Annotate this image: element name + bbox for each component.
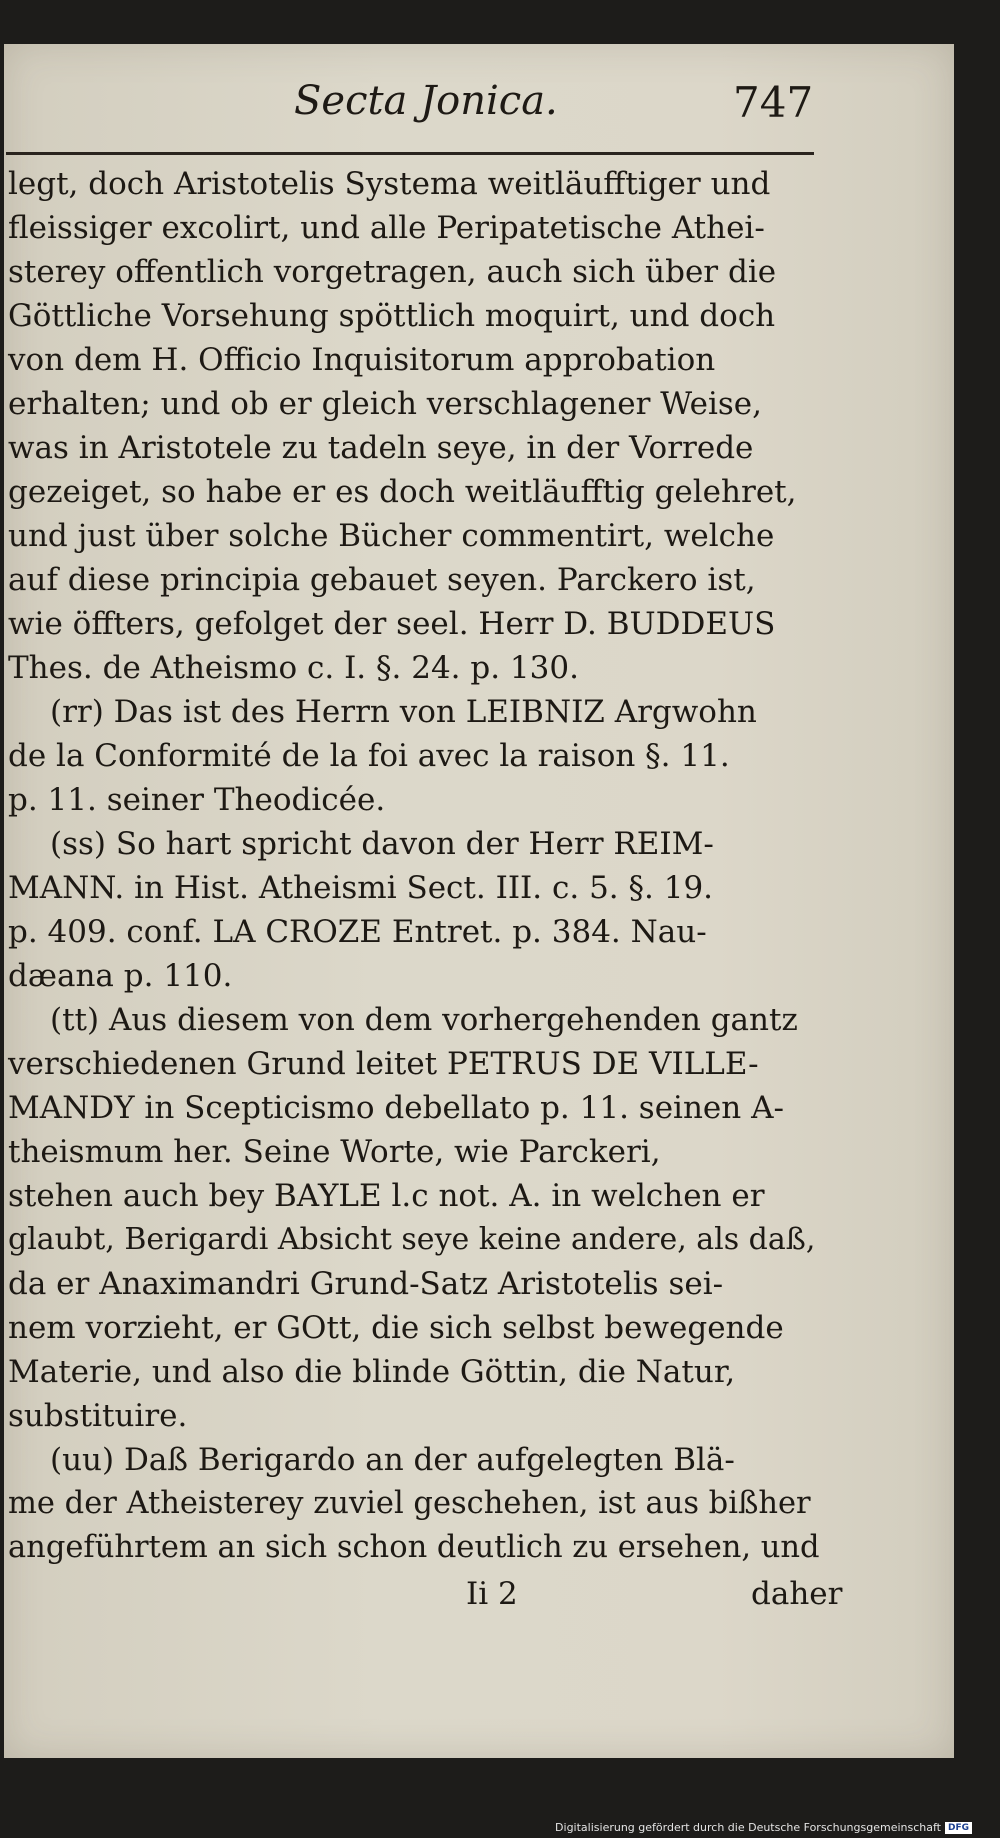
text-line: me der Atheisterey zuviel geschehen, ist aus bißher	[8, 1486, 811, 1521]
text-line: sterey offentlich vorgetragen, auch sich über die	[8, 254, 777, 290]
page-header	[6, 78, 814, 148]
text-line: legt, doch Aristotelis Systema weitläufftiger und	[8, 166, 771, 202]
credit-text: Digitalisierung gefördert durch die Deutsche Forschungsgemeinschaft	[555, 1821, 941, 1834]
text-line: MANDY in Scepticismo debellato p. 11. seinen A-	[8, 1090, 784, 1126]
text-line: theismum her. Seine Worte, wie Parckeri,	[8, 1134, 661, 1170]
footnote-tt: (tt) Aus diesem von dem vorhergehenden gantz	[50, 1002, 798, 1038]
footnote-uu: (uu) Daß Berigardo an der aufgelegten Blä-	[50, 1442, 735, 1478]
text-line: substituire.	[8, 1398, 188, 1434]
header-rule	[6, 152, 814, 155]
text-line: angeführtem an sich schon deutlich zu ersehen, und	[8, 1530, 820, 1565]
text-line: da er Anaximandri Grund-Satz Aristotelis sei-	[8, 1266, 724, 1302]
text-line: p. 11. seiner Theodicée.	[8, 782, 386, 818]
text-line: Göttliche Vorsehung spöttlich moquirt, und doch	[8, 298, 776, 334]
signature-mark: Ii 2	[466, 1576, 518, 1612]
text-line: gezeiget, so habe er es doch weitläufftig gelehret,	[8, 474, 797, 510]
text-line: erhalten; und ob er gleich verschlagener Weise,	[8, 386, 762, 422]
text-line: dæana p. 110.	[8, 958, 233, 994]
digitization-credit	[555, 1821, 972, 1834]
text-line: verschiedenen Grund leitet PETRUS DE VILLE-	[8, 1046, 759, 1082]
body-text	[8, 162, 838, 1570]
footnote-ss: (ss) So hart spricht davon der Herr REIM-	[50, 826, 714, 862]
text-line: stehen auch bey BAYLE l.c not. A. in welchen er	[8, 1178, 765, 1214]
text-line: und just über solche Bücher commentirt, welche	[8, 518, 775, 554]
page-number: 747	[733, 78, 814, 127]
page-footer	[8, 1572, 843, 1616]
text-line: Materie, und also die blinde Göttin, die Natur,	[8, 1354, 736, 1390]
text-line: p. 409. conf. LA CROZE Entret. p. 384. Nau-	[8, 914, 707, 950]
text-line: was in Aristotele zu tadeln seye, in der Vorrede	[8, 430, 754, 466]
footnote-rr: (rr) Das ist des Herrn von LEIBNIZ Argwohn	[50, 694, 757, 730]
text-line: Thes. de Atheismo c. I. §. 24. p. 130.	[8, 650, 579, 686]
text-line: fleissiger excolirt, und alle Peripatetische Athei-	[8, 210, 765, 246]
text-line: glaubt, Berigardi Absicht seye keine andere, als daß,	[8, 1222, 816, 1257]
catchword: daher	[751, 1576, 843, 1612]
text-line: auf diese principia gebauet seyen. Parckero ist,	[8, 562, 756, 598]
text-line: nem vorzieht, er GOtt, die sich selbst bewegende	[8, 1310, 784, 1346]
text-line: MANN. in Hist. Atheismi Sect. III. c. 5. §. 19.	[8, 870, 714, 906]
running-title: Secta Jonica.	[294, 78, 558, 124]
text-line: von dem H. Officio Inquisitorum approbation	[8, 342, 716, 378]
text-line: wie öffters, gefolget der seel. Herr D. BUDDEUS	[8, 606, 776, 642]
dfg-logo-icon: DFG	[945, 1822, 972, 1834]
text-line: de la Conformité de la foi avec la raison §. 11.	[8, 738, 730, 774]
